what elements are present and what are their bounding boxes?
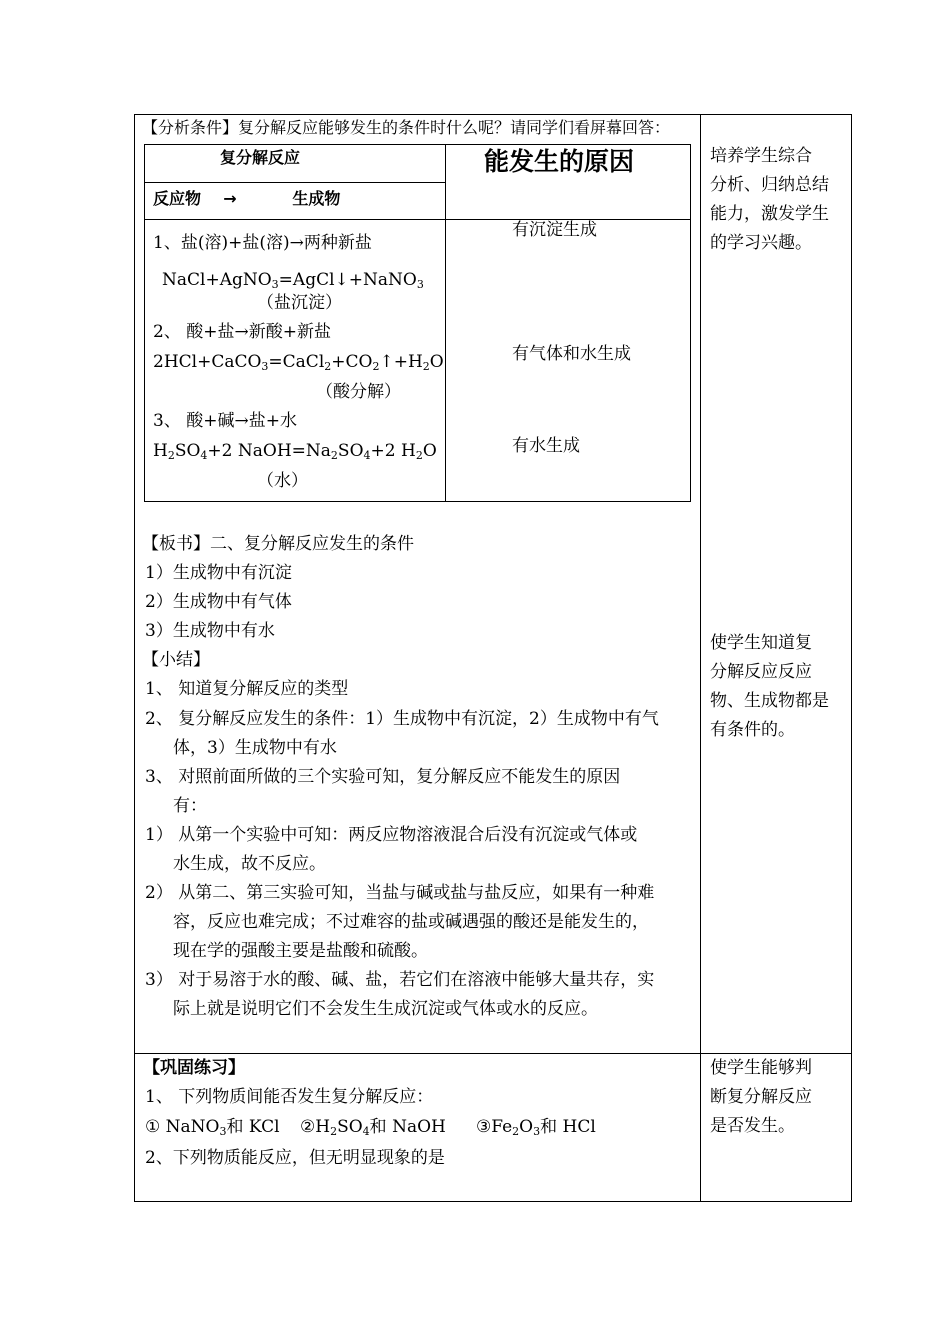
- inner-table-left: [144, 144, 145, 502]
- note-acid-decompose: （酸分解）: [316, 382, 401, 402]
- practice-heading: 【巩固练习】: [143, 1058, 245, 1078]
- summary-1: 1、 知道复分解反应的类型: [145, 679, 349, 699]
- inner-table-header-divider: [144, 219, 691, 220]
- row-divider: [134, 1053, 852, 1054]
- rule-acid-salt: 2、 酸+盐→新酸+新盐: [153, 322, 331, 342]
- inner-table-top: [144, 144, 691, 145]
- analysis-heading: 【分析条件】复分解反应能够发生的条件时什么呢？请同学们看屏幕回答：: [142, 118, 671, 137]
- question-1-option-3: $③Fe_2O_3$和 HCl: [476, 1117, 596, 1138]
- board-item-3: 3）生成物中有水: [145, 621, 275, 641]
- rule-acid-base: 3、 酸+碱→盐+水: [153, 411, 297, 431]
- summary-2-line1: 2、 复分解反应发生的条件：1）生成物中有沉淀，2）生成物中有气: [145, 709, 659, 729]
- side-note-2-line3: 物、生成物都是: [710, 691, 829, 711]
- sub-point-2-line1: 2） 从第二、第三实验可知，当盐与碱或盐与盐反应，如果有一种难: [145, 883, 655, 903]
- inner-table-header-sub-divider: [144, 182, 446, 183]
- summary-2-line2: 体，3）生成物中有水: [173, 738, 337, 758]
- sub-point-3-line2: 际上就是说明它们不会发生生成沉淀或气体或水的反应。: [173, 999, 598, 1019]
- equation-nacl-agno3: NaCl+AgNO$_3$=AgCl↓+NaNO$_3$: [162, 270, 424, 291]
- board-item-2: 2）生成物中有气体: [145, 592, 292, 612]
- inner-table-col-divider: [445, 144, 446, 502]
- side-note-2-line1: 使学生知道复: [710, 633, 812, 653]
- side-note-3-line3: 是否发生。: [710, 1116, 795, 1136]
- reason-precipitate: 有沉淀生成: [512, 220, 597, 240]
- rule-salt-salt: 1、盐(溶)+盐(溶)→两种新盐: [153, 233, 372, 253]
- side-note-1-line2: 分析、归纳总结: [710, 175, 829, 195]
- board-heading: 【板书】二、复分解反应发生的条件: [142, 534, 414, 554]
- summary-3-line1: 3、 对照前面所做的三个实验可知，复分解反应不能发生的原因: [145, 767, 621, 787]
- board-item-1: 1）生成物中有沉淀: [145, 563, 292, 583]
- side-note-1-line3: 能力，激发学生: [710, 204, 829, 224]
- inner-table-bottom: [144, 501, 691, 502]
- note-water: （水）: [257, 471, 308, 491]
- side-note-1-line1: 培养学生综合: [710, 146, 812, 166]
- side-note-3-line1: 使学生能够判: [710, 1058, 812, 1078]
- sub-point-2-line3: 现在学的强酸主要是盐酸和硫酸。: [173, 941, 428, 961]
- equation-hcl-caco3: $2HCl+CaCO_3=CaCl_2+CO_2↑+H_2O$: [153, 352, 444, 373]
- side-note-2-line4: 有条件的。: [710, 720, 795, 740]
- question-1-option-1: ① NaNO$_3$和 KCl: [145, 1117, 280, 1138]
- sub-point-3-line1: 3） 对于易溶于水的酸、碱、盐，若它们在溶液中能够大量共存，实: [145, 970, 655, 990]
- outer-border-right: [851, 114, 852, 1202]
- summary-3-line2: 有：: [173, 796, 207, 816]
- summary-title: 【小结】: [142, 650, 210, 670]
- reactant-product-header: 反应物 → 生成物: [153, 189, 341, 208]
- sub-point-2-line2: 容，反应也难完成；不过难容的盐或碱遇强的酸还是能发生的，: [173, 912, 649, 932]
- sub-point-1-line1: 1） 从第一个实验中可知：两反应物溶液混合后没有沉淀或气体或: [145, 825, 638, 845]
- side-note-3-line2: 断复分解反应: [710, 1087, 812, 1107]
- question-1: 1、 下列物质间能否发生复分解反应：: [145, 1087, 434, 1107]
- inner-table-right: [690, 144, 691, 502]
- question-1-option-2: $②H_2SO_4$和 NaOH: [300, 1117, 446, 1138]
- reason-gas-water: 有气体和水生成: [512, 344, 631, 364]
- question-2: 2、下列物质能反应，但无明显现象的是: [145, 1148, 445, 1168]
- reaction-type-header: 复分解反应: [220, 148, 301, 167]
- sub-point-1-line2: 水生成，故不反应。: [173, 854, 326, 874]
- side-note-1-line4: 的学习兴趣。: [710, 233, 812, 253]
- side-note-2-line2: 分解反应反应: [710, 662, 812, 682]
- outer-border-top: [134, 114, 852, 115]
- outer-border-left: [134, 114, 135, 1202]
- note-salt-precipitate: （盐沉淀）: [257, 293, 342, 313]
- column-divider: [700, 114, 701, 1202]
- outer-border-bottom: [134, 1201, 852, 1202]
- equation-h2so4-naoh: $H_2SO_4+2$ $NaOH=Na_2SO_4+2$ $H_2O$: [153, 441, 437, 462]
- reason-water: 有水生成: [512, 436, 580, 456]
- reason-header: 能发生的原因: [484, 147, 635, 176]
